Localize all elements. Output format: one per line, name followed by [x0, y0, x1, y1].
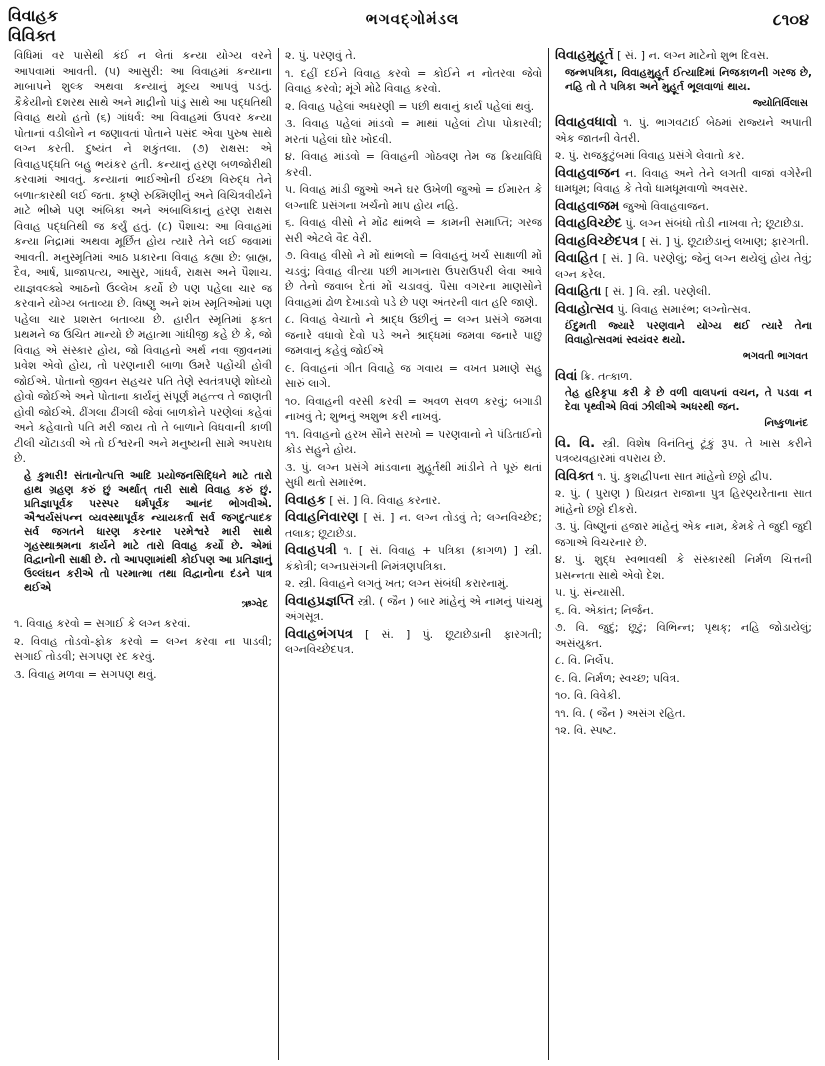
sense-line: ૧૧. વિવાહનો હરખ સૌને સરખો = પરણવાનો ને પંડિતાઈનો કોડ સહુને હોય.: [285, 427, 542, 456]
dictionary-entry: [555, 115, 812, 146]
entry-headword: વિવાહવિચ્છેદ: [555, 216, 622, 231]
quotation-source: ભગવતી ભાગવત: [742, 351, 808, 362]
sense-line: ૧. વિવાહ કરવો = સગાઈ કે લગ્ન કરવાં.: [14, 617, 191, 630]
dictionary-entry: [555, 234, 812, 250]
entry-definition: પું. વિવાહ સમારંભ; લગ્નોત્સવ.: [617, 302, 752, 316]
entry-headword: વિવાહવાજમ: [555, 198, 620, 214]
running-head: ભગવદ્ગોમંડલ: [365, 10, 460, 28]
guide-word-first: વિવાહક: [8, 6, 59, 25]
sense-line: ૨. વિવાહ તોડવો-ફોક કરવો = લગ્ન કરવા ના પાડવી; સગાઈ તોડવી; સગપણ રદ કરવું.: [14, 634, 272, 663]
quotation: તેહ હરિકૃપા કરી કે છે વળી વાલપનાં વચન, તે પડવા ન દેવા પૃથ્વીએ વિવાં ઝીલીએ અધરથી જન.: [565, 387, 812, 413]
entry-headword: વિવાહભંગપત્ર: [285, 626, 353, 642]
entry-headword: વિવાહવિચ્છેદપત્ર: [555, 233, 639, 249]
entry-headword: વિવાહિત: [555, 251, 599, 266]
entry-headword: વિવાહનિવારણ: [285, 510, 359, 525]
entry-headword: વિવાં: [555, 368, 578, 384]
sense-line: ૫. પું. સંન્યાસી.: [555, 586, 626, 599]
entry-definition: [ સં. ] વિ. સ્ત્રી. પરણેલી.: [604, 285, 711, 298]
entry-definition: ન. વિવાહ અને તેને લગતી વાજાં વગેરેની ધામધૂમ; વિવાહ કે તેવો ધામધૂમવાળો અવસર.: [555, 166, 812, 195]
sense-line: ૨. પું. ( પુરાણ ) પ્રિયવ્રત રાજાના પુત્ર હિરણ્યરેતાના સાત માંહેનો છઠ્ઠો દીકરો.: [555, 487, 812, 516]
sense-line: ૭. વિ. જુદું; છૂટું; વિભિન્ન; પૃથક્; નહિ જોડાયેલું; અસંયુક્ત.: [555, 621, 812, 650]
sense-line: ૬. વિવાહ વીસો ને મોંઢ થાંભલે = કામની સમાપ્તિ; ગરજ સરી એટલે વૈદ વેરી.: [285, 216, 542, 245]
entry-headword: વિવાહમુહૂર્ત: [555, 48, 614, 63]
sense-line: ૭. વિવાહ વીસો ને મોં થાંભલો = વિવાહનું ખર્ચ સાક્ષાળી મોં ચડવું; વિવાહ વીત્યા પછી માગનારા ઉપરાઉપરી લેવા આવે છે તેનો જવાબ દેતાં મોં ચડાવવું. પૈસા વગરના માણસોને વિવાહમાં ઢોળ દેખાડવો પડે છે પણ અંતરની વાત હરિ જાણે.: [285, 249, 542, 309]
dictionary-entry: [555, 369, 812, 385]
entry-definition: [ સં. ] પું. છૂટાછેડાની ફારગતી; લગ્નવિચ્છેદપત્ર.: [285, 627, 542, 656]
entry-definition: ૨. સ્ત્રી. વિવાહને લગતું ખત; લગ્ન સંબંધી કરારનામું.: [285, 577, 509, 590]
sense-line: ૧૦. વિ. વિવેકી.: [555, 689, 621, 702]
entry-definition: [ સં. ] પું. છૂટાછેડાનું લખાણ; ફારગતી.: [641, 234, 810, 248]
sense-line: ૩. વિવાહ મળવા = સગપણ થવું.: [14, 667, 157, 681]
entry-definition: [ સં. ] ન. લગ્ન તોડવું તે; લગ્નવિચ્છેદ; તલાક; છૂટાછેડા.: [285, 511, 542, 540]
entry-headword: વિવાહક: [285, 492, 326, 508]
dictionary-entry: [555, 48, 812, 64]
sense-line: ૪. વિવાહ માંડવો = વિવાહની ગોઠવણ તેમ જ ક્રિયાવિધિ કરવી.: [285, 150, 542, 179]
dictionary-entry: [555, 302, 812, 318]
sense-line: ૬. વિ. એકાંત; નિર્જન.: [555, 603, 654, 617]
dictionary-entry: [555, 216, 812, 232]
sense-line: ૯. વિ. નિર્મળ; સ્વચ્છ; પવિત્ર.: [555, 671, 680, 685]
sense-line: ૧૨. વિ. સ્પષ્ટ.: [555, 724, 617, 737]
dictionary-entry: [555, 469, 812, 485]
dictionary-entry: [285, 594, 542, 625]
sense-line: ૯. વિવાહનાં ગીત વિવાહે જ ગવાય = વખત પ્રમાણે સહુ સારું લાગે.: [285, 361, 542, 390]
entry-definition: ૧. [ સં. વિવાહ + પત્રિકા (કાગળ) ] સ્ત્રી. કંકોત્રી; લગ્નપ્રસંગની નિમંત્રણપત્રિકા.: [285, 544, 543, 573]
dictionary-entry: [285, 493, 542, 509]
page-header: [0, 0, 825, 50]
sense-line: ૨. પું. પરણવું તે.: [285, 49, 357, 62]
quotation: જન્મપત્રિકા, વિવાહમુહૂર્ત ઈત્યાદિમાં નિજકાળની ગરજ છે, નહિ તો તે પત્રિકા અને મુહૂર્ત ભૂલવાળાં થાય.: [565, 66, 812, 93]
entry-definition: [ સં. ] વિ. વિવાહ કરનાર.: [329, 493, 441, 507]
sense-line: ૨. વિવાહ પહેલાં અધરણી = પછી થવાનું કાર્ય પહેલાં થવું.: [285, 99, 535, 113]
entry-headword: વિવાહિતા: [555, 284, 602, 299]
entry-headword: વિવાહવધાવો: [555, 115, 617, 130]
dictionary-entry: [555, 199, 812, 215]
entry-headword: વિવાહવાજન: [555, 165, 620, 181]
sense-line: ૧૦. વિવાહની વરસી કરવી = અવળ સવળ કરવું; બગાડી નાખવું તે; શુભનું અશુભ કરી નાખવું.: [285, 394, 542, 423]
dictionary-entry: [555, 436, 812, 467]
dictionary-entry: [555, 284, 812, 300]
sense-line: ૮. વિવાહ વેચાતો ને શ્રાદ્ધ ઉછીનું = લગ્ન પ્રસંગે જમવા જનારે વધાવો દેવો પડે અને શ્રાદ્ધમાં જમવા જનારે પાછું જમવાનું કહેવું જોઈએ: [285, 313, 542, 357]
sense-line: ૧. દહીં દઈને વિવાહ કરવો = કોઈને ન નોતરવા જેવો વિવાહ કરવો; મૂંગે મોઢે વિવાહ કરવો.: [285, 66, 542, 95]
entry-text: વિધિમાં વર પાસેથી કંઈ ન લેતાં કન્યા યોગ્ય વરને આપવામાં આવતી. (૫) આસુરી: આ વિવાહમાં કન્યાના માબાપને શુલ્ક અથવા કન્યાનું મૂલ્ય આપવું પડતું. કૈકેયીનો દશરથ સાથે અને માદ્રીનો પાંડુ સાથે આ પદ્ધતિથી વિવાહ થયો હતો (૬) ગાંધર્વ: આ વિવાહમાં ઉપવર કન્યા પોતાનાં વડીલોને ન જણાવતાં પોતાને પસંદ એવા પુરુષ સાથે લગ્ન કરતી. દુષ્યંત ને શકુંતલા. (૭) રાક્ષસ: એ વિવાહપદ્ધતિ બહુ ભયંકર હતી. કન્યાનું હરણ બળજોરીથી કરવામાં આવતું. કન્યાનાં ભાઈઓની ઈચ્છા વિરુદ્ધ તેને બળાત્કારથી લઈ જતા. કૃષ્ણે રુક્મિણીનું અને વિચિત્રવીર્યને માટે ભીષ્મે પણ અંબિકા અને અંબાલિકાનું હરણ રાક્ષસ વિવાહ પદ્ધતિથી જ કર્યું હતું. (૮) પૈશાચ: આ વિવાહમાં કન્યા નિદ્રામાં અથવા મૂર્છિત હોય ત્યારે તેને લઈ જવામાં આવતી. મનુસ્મૃતિમાં આઠ પ્રકારના વિવાહ કહ્યા છે: બ્રાહ્મ, દૈવ, આર્ષ, પ્રાજાપત્ય, આસુર, ગાંધર્વ, રાક્ષસ અને પૈશાચ. યાજ્ઞવલ્ક્યે આઠનો ઉલ્લેખ કર્યો છે પણ પહેલા ચાર જ કરવાને યોગ્ય બતાવ્યા છે. વિષ્ણુ અને શંખ સ્મૃતિઓમાં પણ પહેલા ચાર પ્રશસ્ત બતાવ્યા છે. હારીત સ્મૃતિમાં ફક્ત પ્રથમને જ ઉચિત માન્યો છે મહાત્મા ગાંધીજી કહે છે કે, જો વિવાહ એ સંસ્કાર હોય, જો વિવાહનો અર્થ નવા જીવનમાં પ્રવેશ એવો હોય, તો પરણનારી બાળા ઉમરે પહોંચી હોવી જોઈએ. પોતાનો જીવન સહચર પતિ તેણે સ્વતંત્રપણે શોધ્યો હોવો જોઈએ અને પોતાના કાર્યનું સંપૂર્ણ મહત્ત્વ તે જાણતી હોવી જોઈએ. ઢીંગલા ઢીંગલી જેવાં બાળકોને પરણેલાં કહેવાં અને કહેવાતો પતિ મરી જાય તો તે બાળાને વિધવાની કાળી ટીલી ચોંટાડવી એ તો ઈશ્વરની અને મનુષ્યની સામે અપરાધ છે.: [14, 49, 272, 465]
page-number: ૮૧૦૪: [772, 10, 809, 29]
quotation: ઈંદુમતી જ્યારે પરણવાને યોગ્ય થઈ ત્યારે તેના વિવાહોત્સવમાં સ્વયંવર થયો.: [565, 320, 812, 346]
quotation-source: ઋગ્વેદ: [241, 598, 268, 610]
column-1: [8, 48, 278, 1060]
quotation: હે કુમારી! સંતાનોત્પત્તિ આદિ પ્રયોજનસિદ્ધિને માટે તારો હાથ ગ્રહણ કરું છું અર્થાત્ તારી સાથે વિવાહ કરું છું. પ્રતિજ્ઞાપૂર્વક પરસ્પર ધર્મપૂર્વક આનંદ ભોગવીએ. ઐશ્વર્યસંપન્ન વ્યવસ્થાપૂર્વક ન્યાયકર્તા સર્વ જગદુત્પાદક સર્વ જગતને ધારણ કરનાર પરમેશ્વરે મારી સાથે ગૃહસ્થાશ્રમના કાર્યને માટે તારો વિવાહ કર્યો છે. એમાં વિદ્વાનોની સાક્ષી છે. તો આપણામાંથી કોઈપણ આ પ્રતિજ્ઞાનું ઉલ્લંઘન કરીએ તો પરમાત્મા તથા વિદ્વાનોના દંડને પાત્ર થઈએ: [24, 469, 272, 594]
guide-word-last: વિવિક્ત: [8, 26, 56, 45]
sense-line: ૪. પું. શુદ્ધ સ્વભાવથી કે સંસ્કારથી નિર્મળ ચિત્તની પ્રસન્નતા સાથે એવો દેશ.: [555, 553, 812, 582]
sense-line: ૩. વિવાહ પહેલાં માંડવો = માથાં પહેલાં ટોપા પોકારવી; મરતાં પહેલાં ઘોર ખોદવી.: [285, 117, 542, 146]
entry-definition: ૧. પું. ભાગવટાઈ બેઠમાં રાજ્યને અપાતી એક જાતની વેતરી.: [555, 116, 812, 145]
dictionary-entry: [555, 148, 812, 164]
dictionary-columns: [8, 48, 818, 1060]
entry-definition: સ્ત્રી. વિશેષ વિનંતિનું ટૂંકું રૂપ. તે ખાસ કરીને પત્રવ્યવહારમાં વપરાય છે.: [555, 436, 812, 465]
dictionary-entry: [555, 251, 812, 282]
dictionary-entry: [285, 627, 542, 658]
entry-definition: ૧. પું. કુશદ્વીપના સાત માંહેનો છઠ્ઠો દ્વીપ.: [597, 469, 773, 483]
dictionary-entry: [555, 166, 812, 197]
entry-definition: ક્રિ. તત્કાળ.: [580, 369, 633, 383]
sense-line: ૩. પું. લગ્ન પ્રસંગે માંડવાના મુહૂર્તથી માંડીને તે પૂરું થતાં સુધી થતો સમારંભ.: [285, 460, 542, 489]
column-3: [548, 48, 818, 1060]
entry-headword: વિ. વિ.: [555, 435, 596, 451]
sense-line: ૧૧. વિ. ( જૈન ) અસંગ રહિત.: [555, 706, 686, 720]
quotation-source: નિષ્કુળાનંદ: [764, 418, 808, 429]
entry-definition: જુઓ વિવાહવાજન.: [622, 199, 710, 213]
entry-definition: ૨. પું. રાજકુટુંબમાં વિવાહ પ્રસંગે લેવાતો કર.: [555, 149, 745, 162]
entry-headword: વિવાહપ્રજ્ઞપ્તિ: [285, 593, 354, 609]
column-2: [278, 48, 548, 1060]
entry-definition: સ્ત્રી. ( જૈન ) બાર માંહેનું એ નામનું પાંચમું અંગસૂત્ર.: [285, 594, 543, 623]
dictionary-entry: [285, 510, 542, 541]
dictionary-entry: [285, 576, 542, 592]
entry-definition: [ સં. ] વિ. પરણેલું; જેનું લગ્ન થયેલું હોય તેવું; લગ્ન કરેલ.: [555, 252, 812, 281]
sense-line: ૮. વિ. નિર્લેપ.: [555, 654, 615, 667]
entry-headword: વિવાહપત્રી: [285, 543, 337, 558]
entry-headword: વિવિક્ત: [555, 468, 594, 484]
dictionary-entry: [285, 543, 542, 574]
entry-definition: [ સં. ] ન. લગ્ન માટેનો શુભ દિવસ.: [617, 49, 770, 62]
sense-line: ૩. પું. વિષ્ણુનાં હજાર માંહેનું એક નામ, કેમકે તે જુદી જુદી જગાએ વિચરનાર છે.: [555, 520, 812, 549]
sense-line: ૫. વિવાહ માંડી જુઓ અને ઘર ઉખેળી જુઓ = ઈમારત કે લગ્નાદિ પ્રસંગના ખર્ચનો માપ હોય નહિ.: [285, 183, 542, 212]
entry-definition: પું. લગ્ન સંબંધો તોડી નાખવા તે; છૂટાછેડા.: [625, 217, 804, 230]
quotation-source: જ્યોતિર્વિલાસ: [752, 97, 808, 109]
entry-headword: વિવાહોત્સવ: [555, 301, 614, 317]
